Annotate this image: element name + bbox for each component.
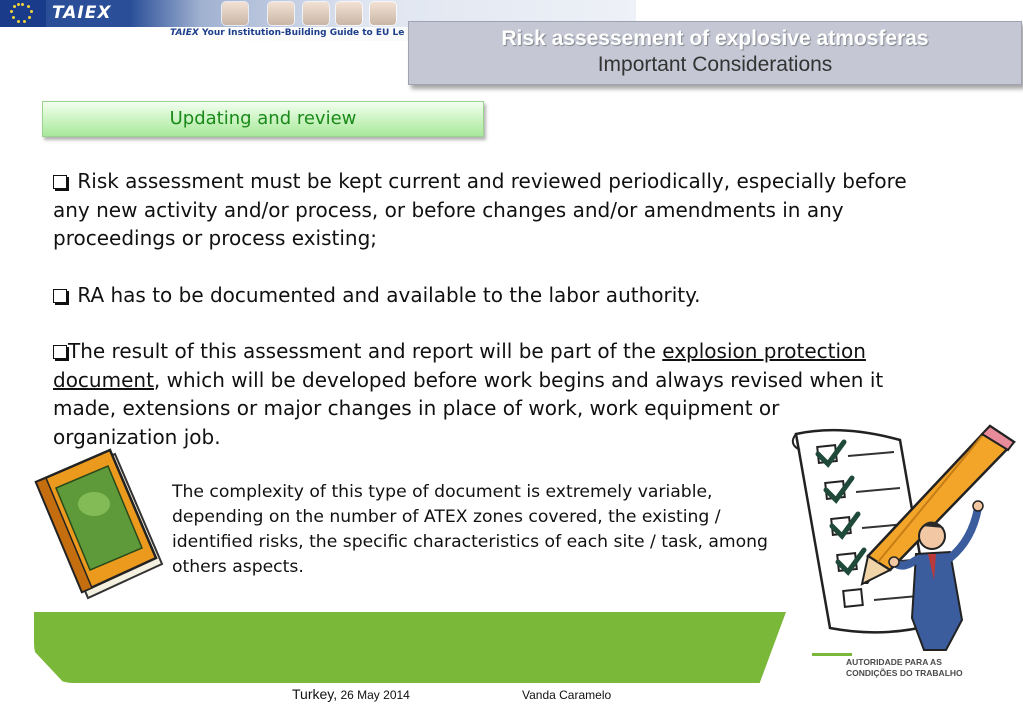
header-photo [303,2,329,25]
header-photo [336,2,362,25]
authority-logo-mark [812,653,852,656]
paragraph-text: , which will be developed before work begins and always revised when it made, extensions or major changes in place of work, work equipment or organization job. [53,367,884,449]
taiex-guide-prefix: TAIEX [170,28,199,38]
footer-date: 26 May 2014 [337,688,410,702]
slide-title-box [408,21,1022,85]
authority-logo-line2: CONDIÇÕES DO TRABALHO [846,668,963,678]
taiex-guide-text: Your Institution-Building Guide to EU Le [198,28,405,38]
slide-subtitle: Important Considerations [597,53,833,76]
header-photo [268,2,294,25]
footer-author: Vanda Caramelo [522,688,612,702]
header-photo [370,2,396,25]
footer-green-band [34,612,786,683]
checkbox-bullet-icon [53,345,67,359]
authority-logo-line1: AUTORIDADE PARA AS [846,657,942,667]
book-icon [30,448,170,600]
taiex-logo: TAIEX [52,3,112,23]
footer-place: Turkey, [292,686,338,702]
bullet-paragraph-1 [53,167,913,253]
paragraph-text: RA has to be documented and available to the labor authority. [77,283,701,307]
eu-flag-icon [0,0,46,27]
checkbox-bullet-icon [53,289,67,303]
explosion-protection-document-term: explosion protection document [53,339,866,392]
checklist-pencil-icon [782,420,1022,652]
authority-logo [846,657,976,679]
paragraph-text: The result of this assessment and report will be part of the [68,339,663,363]
complexity-note: The complexity of this type of document is extremely variable, depending on the number of ATEX zones covered, the existing / identified risks, the specific characteristics of each site / task, among others aspects. [172,482,768,577]
header-photo [222,2,248,25]
footer-location-date [292,686,410,702]
section-tag: Updating and review [42,101,484,137]
bullet-paragraph-3 [53,337,898,451]
checkbox-bullet-icon [53,175,67,189]
paragraph-text: Risk assessment must be kept current and reviewed periodically, especially before any new activity and/or process, or before changes and/or amendments in any proceedings or process existing; [53,169,907,250]
slide-title: Risk assessement of explosive atmosferas [501,27,929,50]
taiex-guide-tagline [170,28,404,38]
bullet-paragraph-2 [53,281,913,310]
